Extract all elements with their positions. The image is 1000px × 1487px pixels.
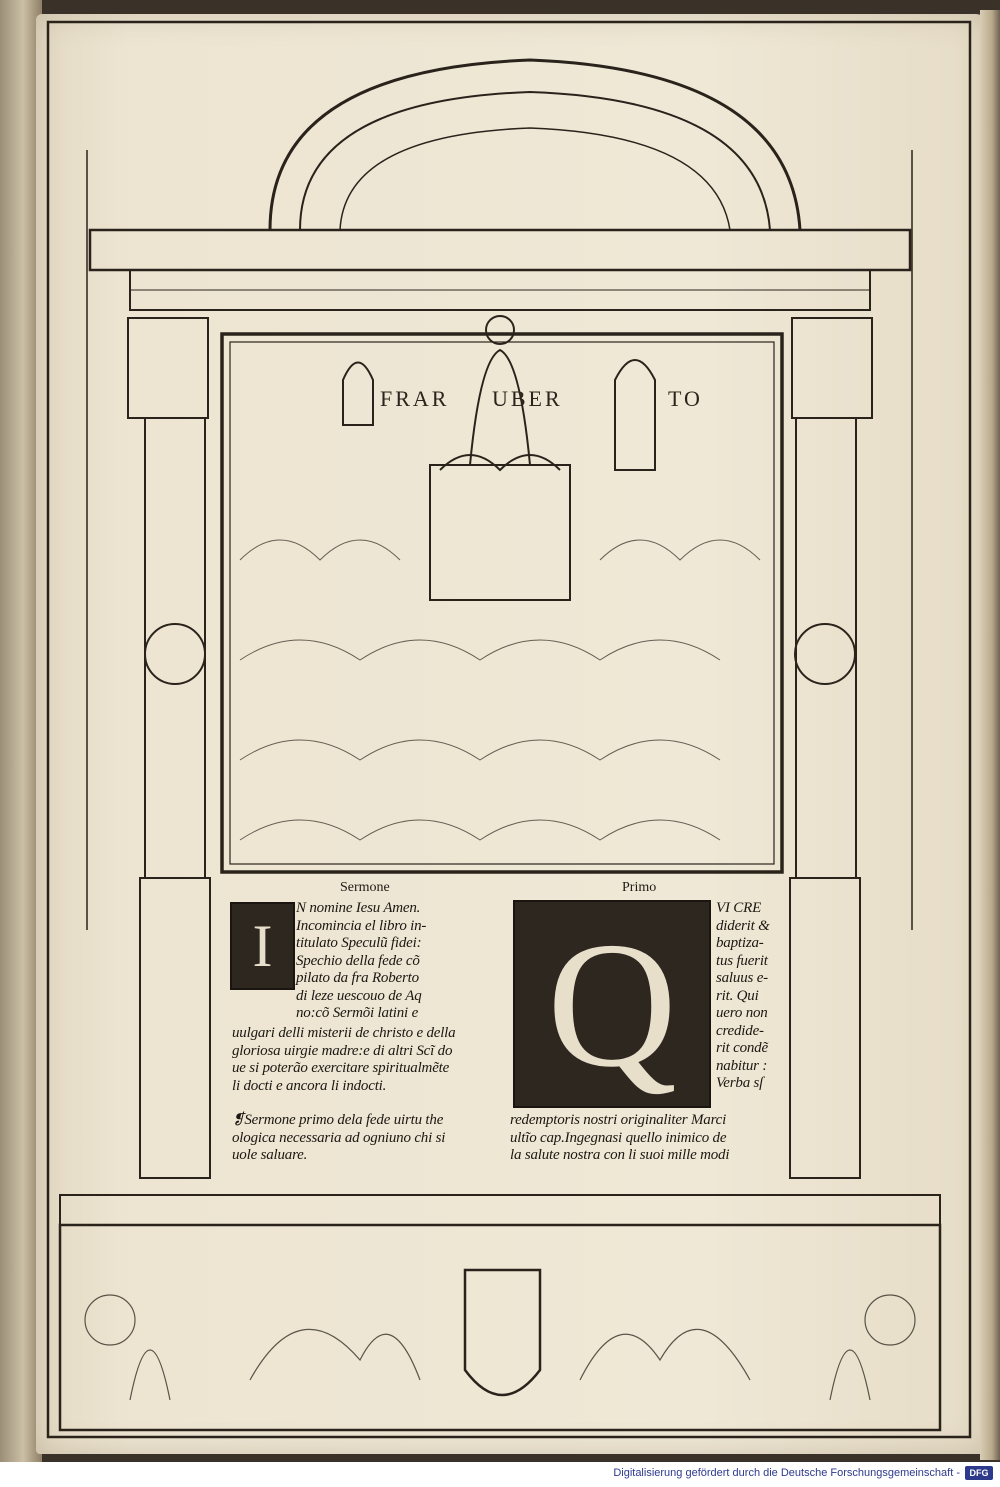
text-line: baptiza- (716, 935, 764, 951)
text-line: uulgari delli misterii de christo e della (232, 1025, 456, 1041)
woodcut-banner (380, 386, 703, 426)
right-column-side (716, 900, 770, 1093)
text-line: Spechio della fede cõ (296, 952, 420, 969)
left-column-head (296, 900, 426, 1023)
text-line: li docti e ancora li indocti. (232, 1077, 387, 1094)
text-line: ologica necessaria ad ogniuno chi si (232, 1129, 446, 1146)
banner-word: FRAR (380, 386, 450, 411)
text-line: credide- (716, 1022, 764, 1039)
right-column-body (510, 1112, 729, 1165)
text-line: Verba sſ (716, 1075, 764, 1091)
left-column-body (232, 1025, 455, 1095)
text-line: VI CRE (716, 900, 762, 916)
dfg-logo: DFG (965, 1466, 993, 1480)
left-column-rubric (232, 1112, 445, 1165)
text-line: nabitur : (716, 1057, 768, 1074)
decorated-initial-i: I (230, 902, 295, 990)
text-line: ultĩo cap.Ingegnasi quello inimico de (510, 1129, 727, 1146)
text-line: uero non (716, 1005, 768, 1021)
banner-word: TO (668, 386, 703, 411)
text-line: no:cõ Sermõi latini e (296, 1005, 419, 1021)
text-line: saluus e- (716, 970, 768, 986)
text-line: rit. Qui (716, 987, 759, 1004)
text-line: di leze uescouo de Aq (296, 987, 422, 1004)
text-line: tus fuerit (716, 952, 768, 969)
banner-word: UBER (492, 386, 563, 411)
text-line: ❡Sermone primo dela fede uirtu the (232, 1112, 444, 1128)
text-line: pilato da fra Roberto (296, 970, 419, 986)
decorated-initial-q: Q (513, 900, 711, 1108)
text-line: gloriosa uirgie madre:e di altri Scĩ do (232, 1042, 453, 1059)
funding-notice: Digitalisierung gefördert durch die Deutsche Forschungsgemeinschaft - (613, 1467, 960, 1479)
text-line: ue si poterão exercitare spiritualmẽte (232, 1060, 450, 1076)
text-line: Incomincia el libro in- (296, 917, 427, 934)
text-line: redemptoris nostri originaliter Marci (510, 1112, 727, 1128)
caption-sermone: Sermone (340, 880, 390, 895)
text-line: la salute nostra con li suoi mille modi (510, 1147, 730, 1163)
text-line: rit condẽ (716, 1040, 768, 1056)
caption-primo: Primo (622, 880, 657, 895)
text-line: N nomine Iesu Amen. (296, 900, 421, 916)
text-line: titulato Speculũ fidei: (296, 935, 422, 951)
text-line: uole saluare. (232, 1147, 308, 1163)
text-line: diderit & (716, 917, 770, 934)
